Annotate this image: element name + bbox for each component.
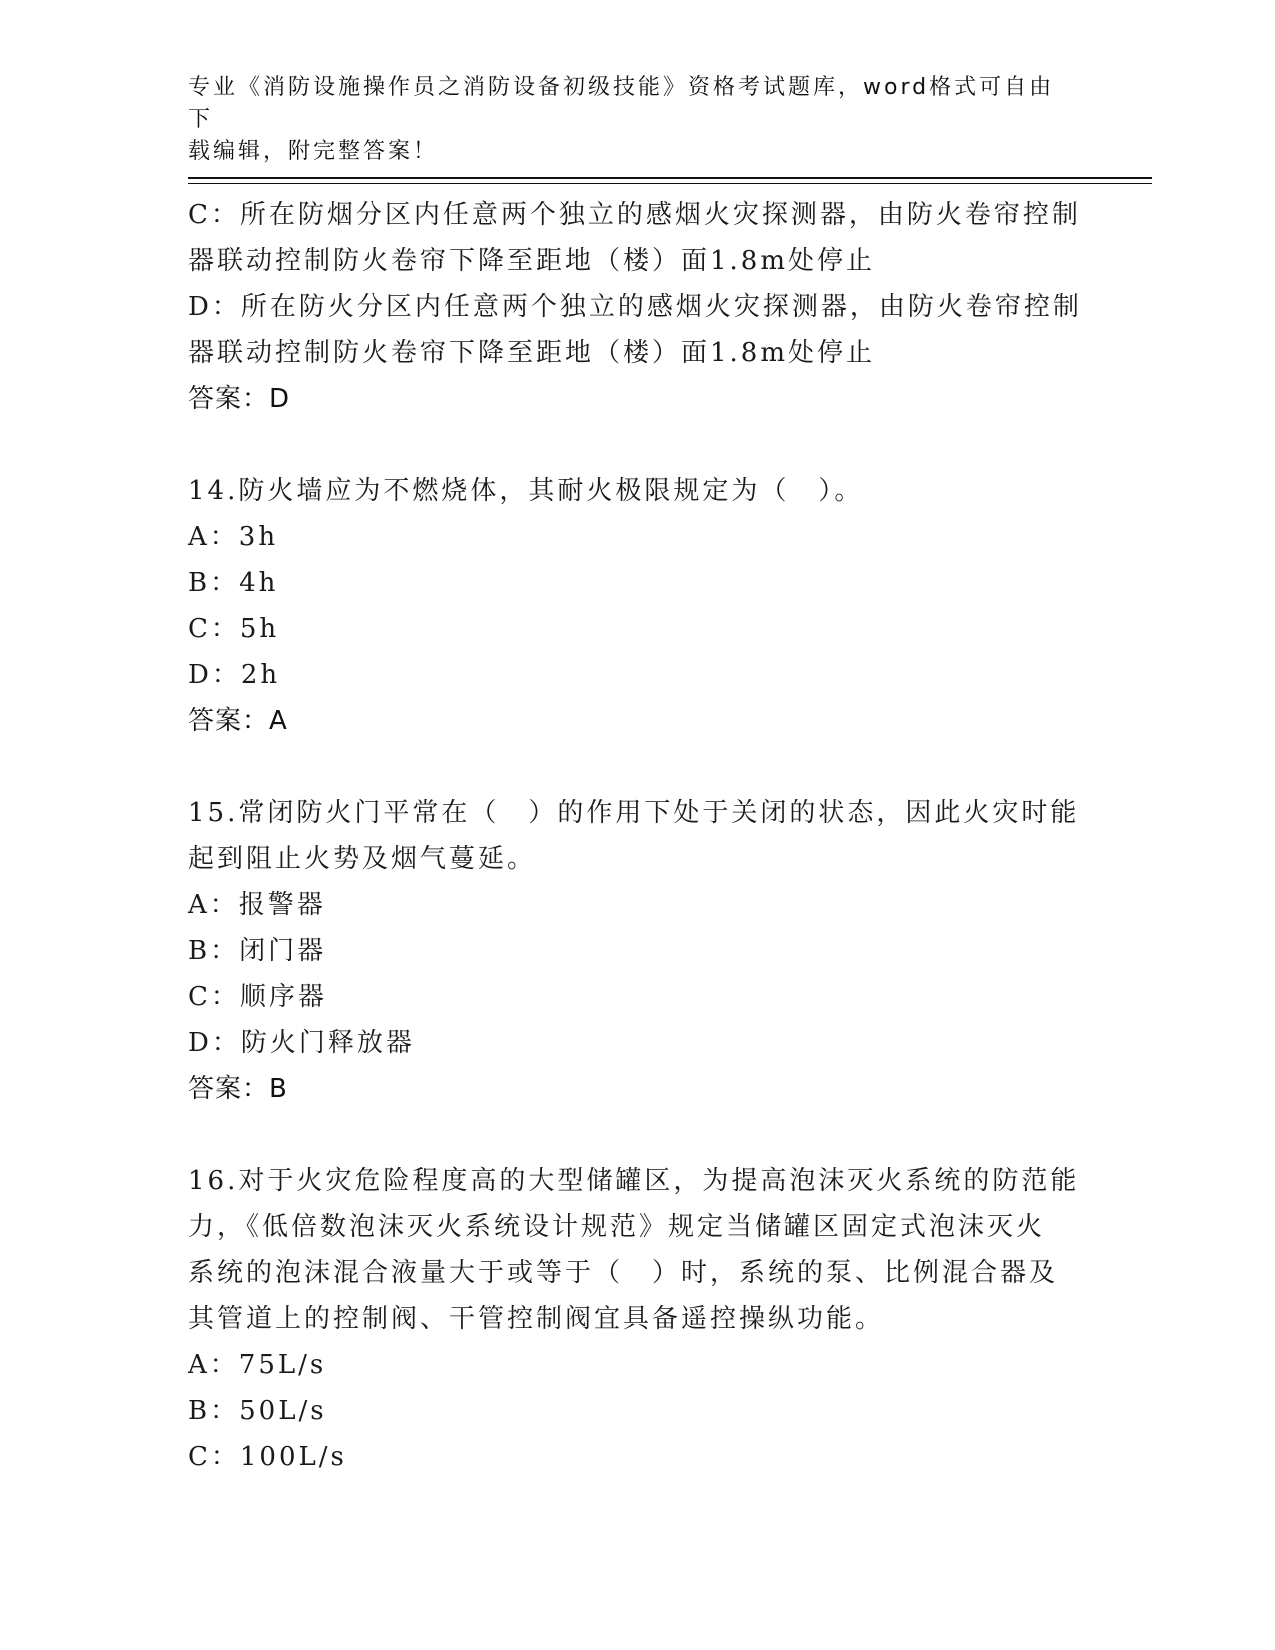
question-14-block [188,468,1088,744]
option-c: C：100L/s [188,1442,347,1472]
option-d: D：防火门释放器 [188,1028,415,1058]
header-rule-thin [188,183,1152,184]
question-stem-line-4: 其管道上的控制阀、干管控制阀宜具备遥控操纵功能。 [188,1304,885,1334]
question-content [188,192,1088,1480]
option-c-line-1: C：所在防烟分区内任意两个独立的感烟火灾探测器，由防火卷帘控制 [188,200,1081,230]
answer-line: 答案：A [188,706,288,736]
question-stem-line-1: 15.常闭防火门平常在（ ）的作用下处于关闭的状态，因此火灾时能 [188,798,1080,828]
spacer [188,744,1088,790]
header-line-1: 专业《消防设施操作员之消防设备初级技能》资格考试题库，word格式可自由下 [188,75,1055,132]
option-a: A：75L/s [188,1350,327,1380]
option-c: C：顺序器 [188,982,327,1012]
option-b: B：4h [188,568,279,598]
option-c-line-2: 器联动控制防火卷帘下降至距地（楼）面1.8m处停止 [188,246,876,276]
question-stem-line-2: 力，《低倍数泡沫灭火系统设计规范》规定当储罐区固定式泡沫灭火 [188,1212,1046,1242]
option-d-line-2: 器联动控制防火卷帘下降至距地（楼）面1.8m处停止 [188,338,876,368]
spacer [188,422,1088,468]
prev-question-block [188,192,1088,422]
page-header [188,72,1068,168]
option-d: D：2h [188,660,281,690]
question-stem-line-3: 系统的泡沫混合液量大于或等于（ ）时，系统的泵、比例混合器及 [188,1258,1059,1288]
option-b: B：闭门器 [188,936,327,966]
answer-line: 答案：D [188,384,291,414]
header-line-2: 载编辑，附完整答案！ [188,139,439,164]
option-a: A：3h [188,522,279,552]
header-rule-thick [188,177,1152,179]
question-stem-line-2: 起到阻止火势及烟气蔓延。 [188,844,537,874]
question-16-block [188,1158,1088,1480]
answer-line: 答案：B [188,1074,288,1104]
option-c: C：5h [188,614,280,644]
option-b: B：50L/s [188,1396,327,1426]
question-stem: 14.防火墙应为不燃烧体，其耐火极限规定为（ ）。 [188,476,864,506]
option-d-line-1: D：所在防火分区内任意两个独立的感烟火灾探测器，由防火卷帘控制 [188,292,1082,322]
question-15-block [188,790,1088,1112]
spacer [188,1112,1088,1158]
question-stem-line-1: 16.对于火灾危险程度高的大型储罐区，为提高泡沫灭火系统的防范能 [188,1166,1080,1196]
option-a: A：报警器 [188,890,326,920]
